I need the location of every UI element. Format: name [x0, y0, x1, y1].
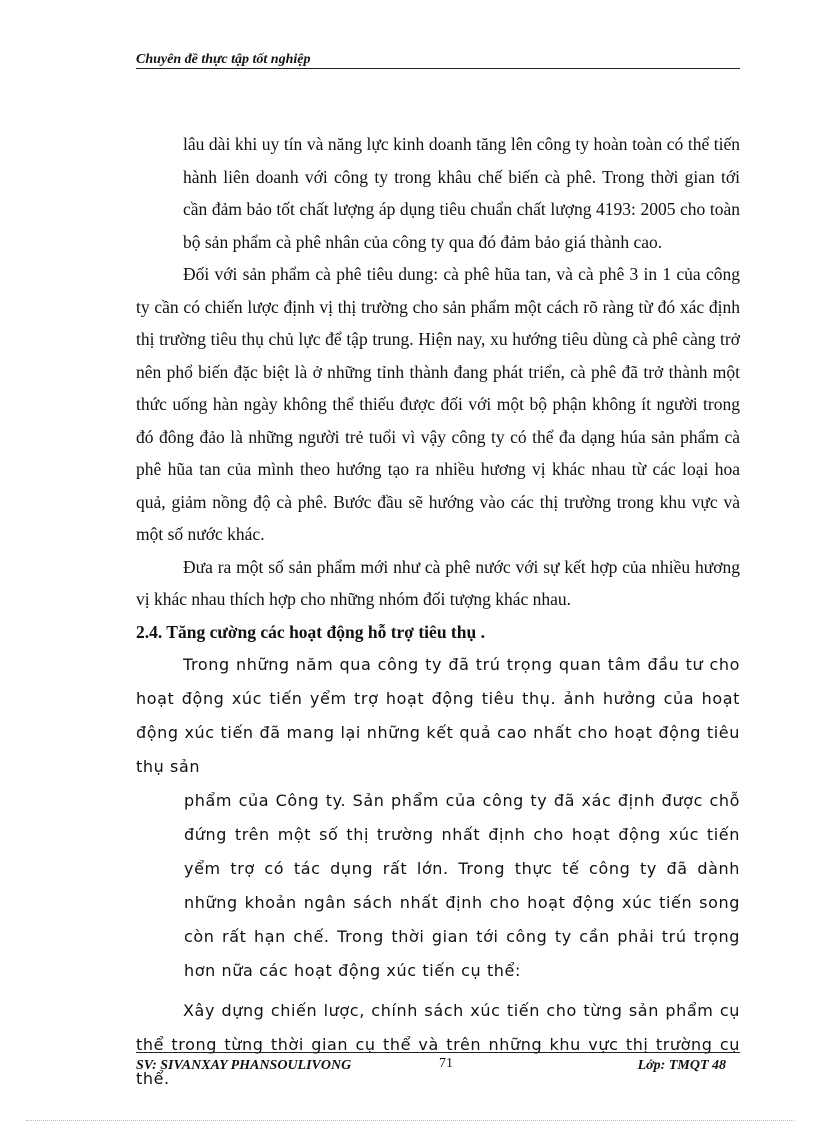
class-label: Lớp: TMQT 48 [637, 1058, 726, 1073]
paragraph-4: Trong những năm qua công ty đã trú trọng quan tâm đầu tư cho hoạt động xúc tiến yểm trợ hoạt động tiêu thụ. ảnh hưởng của hoạt động xúc tiến đã mang lại những kết quả cao nhất cho hoạt động tiêu thụ sản [136, 654, 740, 776]
paragraph-3: Đưa ra một số sản phẩm mới như cà phê nước với sự kết hợp của nhiều hương vị khác nhau thích hợp cho những nhóm đối tượng khác nhau. [136, 556, 740, 609]
paragraph-6: Xây dựng chiến lược, chính sách xúc tiến cho từng sản phẩm cụ thể trong từng thời gian cụ thể và trên những khu vực thị trường cụ thể. [136, 1000, 740, 1088]
bottom-divider [26, 1120, 794, 1121]
document-body [136, 128, 740, 1096]
section-heading: 2.4. Tăng cường các hoạt động hỗ trợ tiêu thụ . [136, 621, 485, 642]
paragraph-2: Đối với sản phẩm cà phê tiêu dung: cà phê hũa tan, và cà phê 3 in 1 của công ty cần có chiến lược định vị thị trường cho sản phẩm một cách rõ ràng từ đó xác định thị trường tiêu thụ chủ lực để tập trung. Hiện nay, xu hướng tiêu dùng cà phê càng trở nên phổ biến đặc biệt là ở những tỉnh thành đang phát triển, cà phê đã trở thành một thức uống hàn ngày không thể thiếu được đối với một bộ phận không ít người trong đó đông đảo là những người trẻ tuổi vì vậy công ty có thể đa dạng húa sản phẩm cà phê hũa tan của mình theo hướng tạo ra nhiều hương vị khác nhau từ các loại hoa quả, giảm nồng độ cà phê. Bước đầu sẽ hướng vào các thị trường trong khu vực và một số nước khác. [136, 264, 740, 544]
paragraph-5: phẩm của Công ty. Sản phẩm của công ty đã xác định được chỗ đứng trên một số thị trường nhất định cho hoạt động xúc tiến yểm trợ có tác dụng rất lớn. Trong thực tế công ty đã dành những khoản ngân sách nhất định cho hoạt động xúc tiến song còn rất hạn chế. Trong thời gian tới công ty cần phải trú trọng hơn nữa các hoạt động xúc tiến cụ thể: [184, 790, 740, 980]
page-number: 71 [439, 1056, 453, 1071]
student-name: SV: SIVANXAY PHANSOULIVONG [136, 1058, 352, 1073]
page-footer [136, 1052, 740, 1077]
paragraph-1-continued: lâu dài khi uy tín và năng lực kinh doanh tăng lên công ty hoàn toàn có thể tiến hành liên doanh với công ty trong khâu chế biến cà phê. Trong thời gian tới cần đảm bảo tốt chất lượng áp dụng tiêu chuẩn chất lượng 4193: 2005 cho toàn bộ sản phẩm cà phê nhân của công ty qua đó đảm bảo giá thành cao. [183, 134, 740, 252]
header-title: Chuyên đề thực tập tốt nghiệp [136, 52, 311, 67]
page-header [136, 50, 740, 69]
